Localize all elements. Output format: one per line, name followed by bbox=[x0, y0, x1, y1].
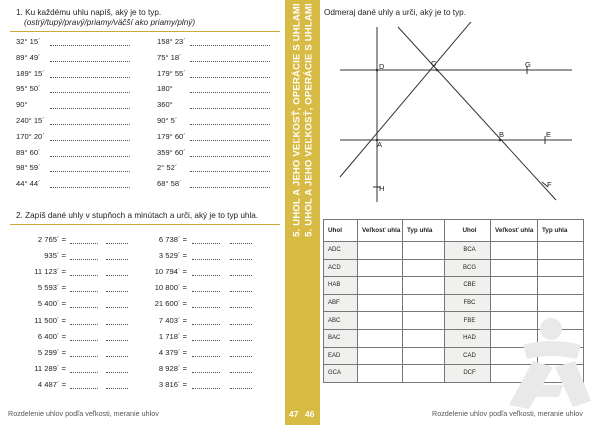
task2-answer-line[interactable] bbox=[192, 356, 220, 357]
point-label-h: H bbox=[379, 184, 385, 193]
angle-type-cell[interactable] bbox=[403, 294, 445, 312]
task1-angle-label: 89° 60´ bbox=[16, 147, 41, 157]
task1-answer-line[interactable] bbox=[190, 140, 270, 141]
angle-size-cell[interactable] bbox=[491, 242, 538, 260]
angle-type-cell[interactable] bbox=[538, 259, 584, 277]
task1-answer-line[interactable] bbox=[50, 92, 130, 93]
task2-answer-line[interactable] bbox=[230, 259, 252, 260]
line-ac bbox=[340, 22, 475, 177]
page-number-right: 46 bbox=[305, 409, 315, 419]
task1-angle-label: 89° 49´ bbox=[16, 52, 41, 62]
point-label-b: B bbox=[499, 130, 505, 139]
angle-name-cell: HAB bbox=[324, 277, 358, 295]
angle-type-cell[interactable] bbox=[538, 294, 584, 312]
task1-angle-label: 90° 5´ bbox=[157, 116, 178, 125]
task2-answer-line[interactable] bbox=[106, 243, 128, 244]
task1-separator bbox=[10, 31, 280, 32]
angle-name-cell: HAD bbox=[445, 329, 491, 347]
task2-angle-label: 11 500´ = bbox=[34, 315, 66, 325]
task1-angle-label: 95° 50´ bbox=[16, 84, 41, 94]
task2-title: 2. Zapíš dané uhly v stupňoch a minútach a urči, aký je to typ uhla. bbox=[16, 211, 259, 220]
task2-angle-label: 3 816´ = bbox=[158, 379, 187, 389]
task2-answer-line[interactable] bbox=[230, 356, 252, 357]
task2-answer-line[interactable] bbox=[192, 243, 220, 244]
angle-size-cell[interactable] bbox=[358, 242, 403, 260]
left-page bbox=[0, 0, 285, 425]
task1-answer-line[interactable] bbox=[190, 108, 270, 109]
angle-name-cell: BAC bbox=[324, 329, 358, 347]
chapter-title-line1: 5. UHOL A JEHO VEĽKOSŤ, OPERÁCIE S UHLAMI bbox=[291, 3, 303, 237]
task2-answer-line[interactable] bbox=[106, 259, 128, 260]
angle-size-cell[interactable] bbox=[358, 347, 403, 365]
table-header-cell: Uhol bbox=[324, 220, 358, 242]
task1-angle-label: 75° 18´ bbox=[157, 52, 182, 62]
chapter-band bbox=[285, 0, 320, 425]
angle-size-cell[interactable] bbox=[358, 329, 403, 347]
angle-name-cell: BCA bbox=[445, 242, 491, 260]
task1-angle-label: 360° bbox=[157, 100, 173, 110]
task2-answer-line[interactable] bbox=[106, 388, 128, 389]
angle-type-cell[interactable] bbox=[403, 277, 445, 295]
task2-answer-line[interactable] bbox=[230, 388, 252, 389]
task2-answer-line[interactable] bbox=[70, 388, 98, 389]
task2-angle-label: 10 800´ = bbox=[154, 283, 187, 293]
task2-answer-line[interactable] bbox=[192, 275, 220, 276]
task2-answer-line[interactable] bbox=[192, 324, 220, 325]
task2-angle-label: 5 593´ = bbox=[37, 283, 66, 293]
task1-answer-line[interactable] bbox=[50, 171, 130, 172]
task2-answer-line[interactable] bbox=[230, 243, 252, 244]
angle-name-cell: BCG bbox=[445, 259, 491, 277]
angle-type-cell[interactable] bbox=[403, 365, 445, 383]
task2-answer-line[interactable] bbox=[106, 324, 128, 325]
task2-answer-line[interactable] bbox=[70, 259, 98, 260]
task1-angle-label: 189° 15´ bbox=[16, 68, 45, 78]
task1-answer-line[interactable] bbox=[190, 45, 270, 46]
task2-angle-label: 6 738´ = bbox=[158, 235, 187, 244]
task2-answer-line[interactable] bbox=[230, 275, 252, 276]
table-row bbox=[324, 277, 584, 295]
task2-angle-label: 6 400´ = bbox=[37, 331, 66, 341]
angle-type-cell[interactable] bbox=[403, 259, 445, 277]
task1-angle-label: 359° 60´ bbox=[157, 147, 186, 157]
task2-answer-line[interactable] bbox=[230, 307, 252, 308]
point-label-g: G bbox=[525, 60, 531, 69]
task1-answer-line[interactable] bbox=[50, 108, 130, 109]
task2-answer-line[interactable] bbox=[106, 291, 128, 292]
angle-size-cell[interactable] bbox=[491, 294, 538, 312]
task2-angle-label: 5 299´ = bbox=[37, 347, 66, 357]
task2-answer-line[interactable] bbox=[106, 340, 128, 341]
point-label-e: E bbox=[546, 130, 552, 139]
task2-answer-line[interactable] bbox=[70, 340, 98, 341]
task2-answer-line[interactable] bbox=[70, 307, 98, 308]
table-header-cell: Veľkosť uhla bbox=[491, 220, 538, 242]
task1-answer-line[interactable] bbox=[50, 140, 130, 141]
point-label-f: F bbox=[547, 180, 552, 189]
angle-type-cell[interactable] bbox=[403, 242, 445, 260]
angle-type-cell[interactable] bbox=[403, 347, 445, 365]
angle-type-cell[interactable] bbox=[403, 329, 445, 347]
table-row bbox=[324, 259, 584, 277]
task2-angle-label: 2 765´ = bbox=[37, 235, 66, 244]
angle-type-cell[interactable] bbox=[403, 312, 445, 330]
task2-answer-line[interactable] bbox=[106, 275, 128, 276]
task2-answer-line[interactable] bbox=[106, 356, 128, 357]
task2-separator bbox=[10, 224, 280, 225]
angle-size-cell[interactable] bbox=[358, 294, 403, 312]
angle-size-cell[interactable] bbox=[491, 259, 538, 277]
task2-answer-line[interactable] bbox=[106, 307, 128, 308]
task1-angle-label: 44° 44´ bbox=[16, 179, 41, 189]
task2-angle-label: 10 794´ = bbox=[154, 267, 187, 277]
angle-size-cell[interactable] bbox=[358, 365, 403, 383]
task1-answer-line[interactable] bbox=[50, 45, 130, 46]
task1-angle-label: 180° bbox=[157, 84, 173, 94]
angle-name-cell: ACD bbox=[324, 259, 358, 277]
angle-type-cell[interactable] bbox=[538, 277, 584, 295]
angle-size-cell[interactable] bbox=[358, 259, 403, 277]
task1-subtitle: (ostrý/tupý/pravý/priamy/väčší ako priamy/plný) bbox=[24, 18, 196, 27]
task1-answer-line[interactable] bbox=[50, 77, 130, 78]
task2-angle-label: 7 403´ = bbox=[158, 315, 187, 325]
task1-answer-line[interactable] bbox=[50, 156, 130, 157]
task1-answer-line[interactable] bbox=[190, 171, 270, 172]
task2-answer-line[interactable] bbox=[230, 291, 252, 292]
task2-answer-line[interactable] bbox=[192, 291, 220, 292]
task1-angle-label: 158° 23´ bbox=[157, 37, 186, 46]
task2-answer-line[interactable] bbox=[70, 275, 98, 276]
task2-angle-label: 3 529´ = bbox=[158, 251, 187, 261]
page-number-left: 47 bbox=[289, 409, 299, 419]
task1-answer-line[interactable] bbox=[190, 187, 270, 188]
task2-answer-line[interactable] bbox=[192, 340, 220, 341]
line-cbf bbox=[398, 27, 556, 200]
table-header-cell: Typ uhla bbox=[403, 220, 445, 242]
angle-name-cell: CBE bbox=[445, 277, 491, 295]
task2-answer-line[interactable] bbox=[230, 324, 252, 325]
task1-answer-line[interactable] bbox=[190, 61, 270, 62]
task2-answer-line[interactable] bbox=[70, 324, 98, 325]
task2-answer-line[interactable] bbox=[192, 388, 220, 389]
angle-size-cell[interactable] bbox=[358, 312, 403, 330]
task1-angle-label: 98° 59´ bbox=[16, 163, 41, 173]
task2-answer-line[interactable] bbox=[70, 243, 98, 244]
table-header-cell: Veľkosť uhla bbox=[358, 220, 403, 242]
angle-name-cell: DCF bbox=[445, 365, 491, 383]
angle-name-cell: GCA bbox=[324, 365, 358, 383]
angle-name-cell: CAD bbox=[445, 347, 491, 365]
task2-angle-label: 11 123´ = bbox=[34, 267, 66, 277]
table-header-cell: Typ uhla bbox=[538, 220, 584, 242]
task1-answer-line[interactable] bbox=[190, 77, 270, 78]
task1-angle-label: 90° bbox=[16, 100, 28, 110]
task2-angle-label: 21 600´ = bbox=[154, 299, 187, 309]
point-label-d: D bbox=[379, 62, 385, 71]
angle-size-cell[interactable] bbox=[491, 277, 538, 295]
angle-name-cell: FBC bbox=[445, 294, 491, 312]
right-task-title: Odmeraj dané uhly a urči, aký je to typ. bbox=[324, 8, 466, 17]
task2-angle-label: 8 928´ = bbox=[158, 363, 187, 373]
task2-answer-line[interactable] bbox=[230, 340, 252, 341]
point-label-c: C bbox=[431, 59, 437, 68]
chapter-title-line2: 5. UHOL A JEHO VEĽKOSŤ, OPERÁCIE S UHLAMI bbox=[303, 3, 315, 237]
angle-name-cell: ADC bbox=[324, 242, 358, 260]
task2-angle-label: 11 289´ = bbox=[34, 363, 66, 373]
left-footer: Rozdelenie uhlov podľa veľkosti, meranie uhlov bbox=[8, 409, 159, 418]
point-label-a: A bbox=[377, 140, 383, 149]
angle-size-cell[interactable] bbox=[358, 277, 403, 295]
table-row bbox=[324, 242, 584, 260]
right-footer: Rozdelenie uhlov podľa veľkosti, meranie uhlov bbox=[432, 409, 583, 418]
task1-angle-label: 68° 58´ bbox=[157, 179, 182, 189]
task1-title: 1. Ku každému uhlu napíš, aký je to typ. bbox=[16, 8, 162, 17]
task1-answer-line[interactable] bbox=[190, 156, 270, 157]
task1-answer-line[interactable] bbox=[190, 124, 270, 125]
publisher-logo bbox=[503, 315, 595, 411]
task2-answer-line[interactable] bbox=[70, 372, 98, 373]
task1-angle-label: 240° 15´ bbox=[16, 116, 45, 125]
task2-answer-line[interactable] bbox=[192, 307, 220, 308]
angle-name-cell: FBE bbox=[445, 312, 491, 330]
angle-name-cell: EAD bbox=[324, 347, 358, 365]
angle-diagram bbox=[320, 22, 600, 212]
task2-answer-line[interactable] bbox=[70, 356, 98, 357]
task2-answer-line[interactable] bbox=[192, 259, 220, 260]
task1-angle-label: 2° 52´ bbox=[157, 163, 178, 173]
task1-answer-line[interactable] bbox=[50, 124, 130, 125]
task2-answer-line[interactable] bbox=[70, 291, 98, 292]
angle-name-cell: ABC bbox=[324, 312, 358, 330]
task2-angle-label: 935´ = bbox=[44, 251, 66, 261]
task2-angle-label: 1 718´ = bbox=[158, 331, 187, 341]
task1-angle-label: 32° 15´ bbox=[16, 37, 41, 46]
task2-answer-line[interactable] bbox=[106, 372, 128, 373]
table-header-cell: Uhol bbox=[445, 220, 491, 242]
table-row bbox=[324, 294, 584, 312]
task2-angle-label: 5 400´ = bbox=[37, 299, 66, 309]
task2-angle-label: 4 379´ = bbox=[158, 347, 187, 357]
task2-answer-line[interactable] bbox=[192, 372, 220, 373]
task1-answer-line[interactable] bbox=[50, 61, 130, 62]
task1-answer-line[interactable] bbox=[50, 187, 130, 188]
task1-angle-label: 179° 60´ bbox=[157, 131, 186, 141]
task1-angle-label: 179° 55´ bbox=[157, 68, 186, 78]
angle-type-cell[interactable] bbox=[538, 242, 584, 260]
angle-name-cell: ABF bbox=[324, 294, 358, 312]
task2-answer-line[interactable] bbox=[230, 372, 252, 373]
task2-angle-label: 4 487´ = bbox=[37, 379, 66, 389]
task1-answer-line[interactable] bbox=[190, 92, 270, 93]
task1-angle-label: 170° 20´ bbox=[16, 131, 45, 141]
